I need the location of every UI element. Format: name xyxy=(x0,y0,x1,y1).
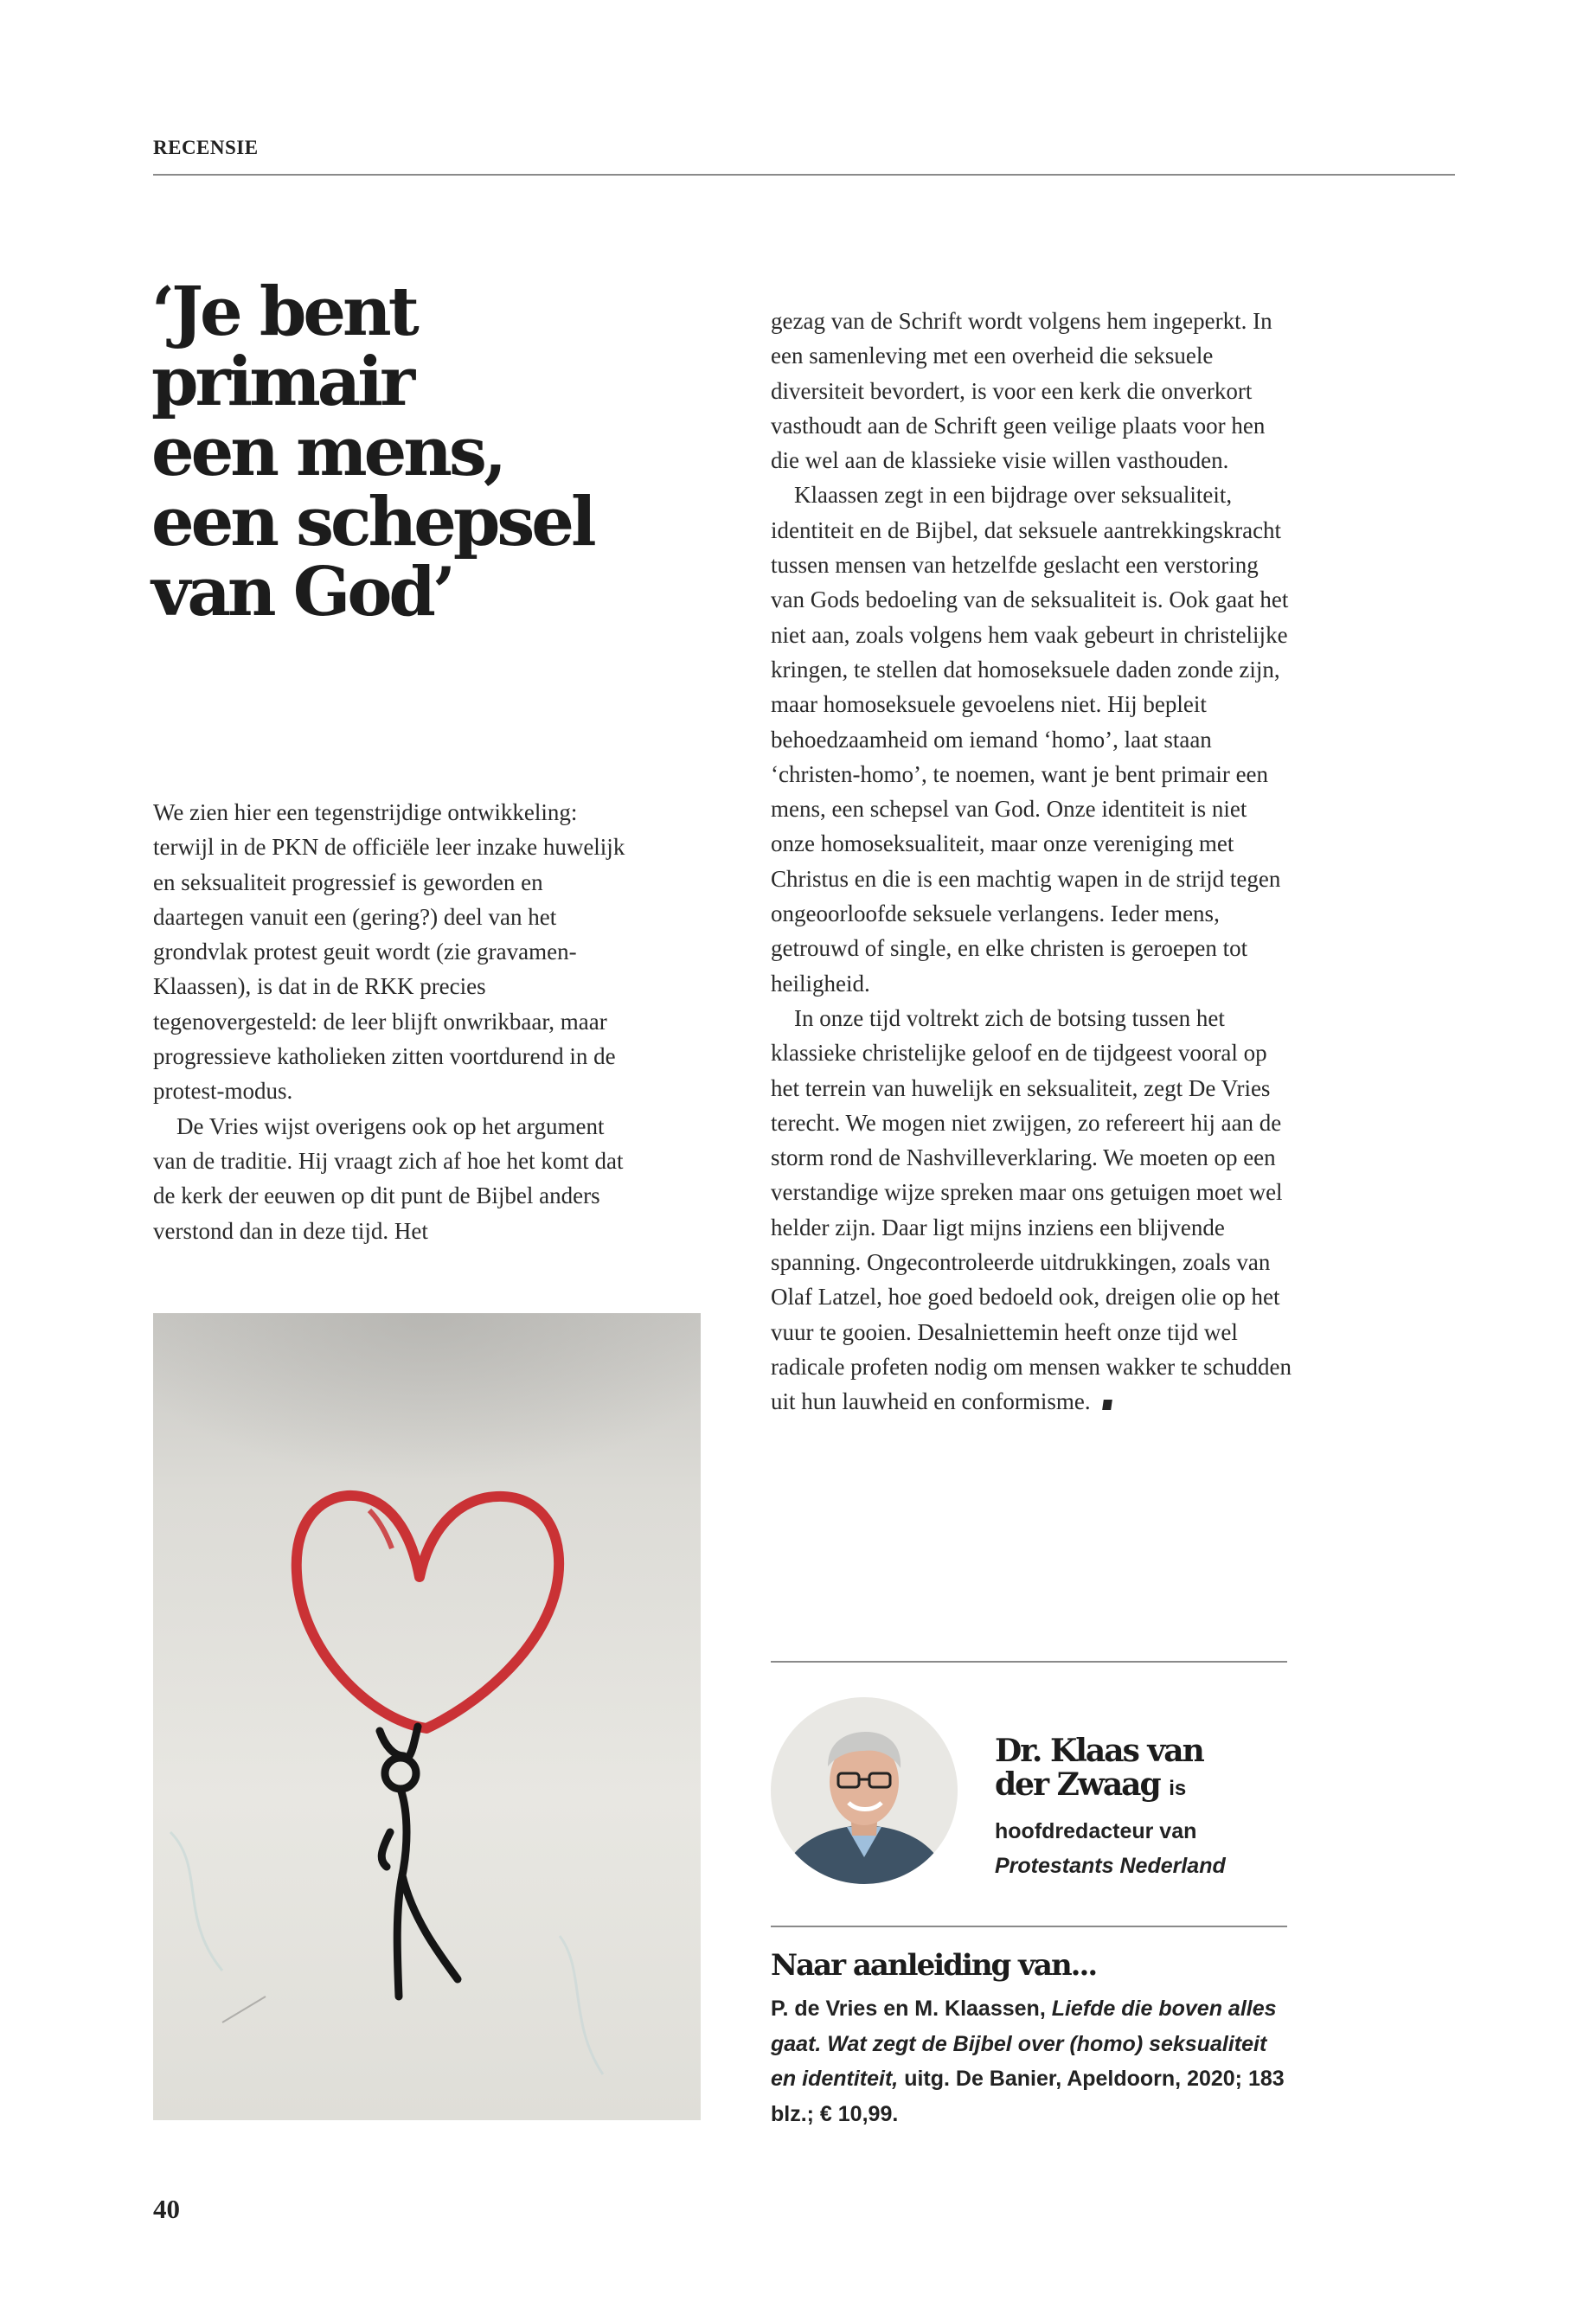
author-name-line-2: der Zwaag xyxy=(995,1766,1160,1803)
header-divider xyxy=(153,174,1455,176)
author-organization: Protestants Nederland xyxy=(995,1854,1226,1878)
headline-line: van God’ xyxy=(151,553,453,631)
body-paragraph: De Vries wijst overigens ook op het argument van de traditie. Hij vraagt zich af hoe het komt dat de kerk der eeuwen op dit punt de Bijbel anders verstond dan in deze tijd. Het xyxy=(153,1112,624,1244)
headline-line: primair xyxy=(151,343,413,421)
author-role xyxy=(995,1814,1306,1883)
author-portrait xyxy=(771,1697,958,1884)
source-divider xyxy=(771,1926,1287,1927)
body-column-right xyxy=(771,304,1294,1420)
source-heading: Naar aanleiding van... xyxy=(771,1948,1097,1983)
article-headline xyxy=(151,272,636,631)
headline-line: ‘Je bent xyxy=(151,272,416,351)
page-number: 40 xyxy=(153,2194,180,2224)
author-divider xyxy=(771,1661,1287,1663)
headline-line: een schepsel xyxy=(151,483,593,561)
body-paragraph-text: In onze tijd voltrekt zich de botsing tussen het klassieke christelijke geloof en de tijdgeest vooral op het terrein van huwelijk en seksualiteit, zegt De Vries terecht. We mogen niet zwijgen, zo refereert hij aan de storm rond de Nashvilleverklaring. We moeten op een verstandige wijze spreken maar ons getuigen moet wel helder zijn. Daar ligt mijns inziens een blijvende spanning. Ongecontroleerde uitdrukkingen, zoals van Olaf Latzel, hoe goed bedoeld ook, dreigen olie op het vuur te gooien. Desalniettemin heeft onze tijd wel radicale profeten nodig om mensen wakker te schudden uit hun lauwheid en conformisme. xyxy=(771,1004,1292,1415)
graffiti-heart-photo xyxy=(153,1313,701,2120)
body-paragraph: We zien hier een tegenstrijdige ontwikkeling: terwijl in de PKN de officiële leer inzake huwelijk en seksualiteit progressief is geworden en daartegen vanuit een (gering?) deel van het grondvlak protest geuit wordt (zie gravamen-Klaassen), is dat in de RKK precies tegenovergesteld: de leer blijft onwrikbaar, maar progressieve katholieken zitten voortdurend in de protest-modus. xyxy=(153,799,625,1105)
section-label: RECENSIE xyxy=(153,137,259,158)
body-column-left xyxy=(153,795,638,1248)
author-name xyxy=(995,1734,1280,1805)
body-paragraph: gezag van de Schrift wordt volgens hem ingeperkt. In een samenleving met een overheid die seksuele diversiteit bevordert, is voor een kerk die onverkort vasthoudt aan de Schrift geen veilige plaats voor hen die wel aan de klassieke visie willen vasthouden. xyxy=(771,308,1272,474)
source-book-title: Liefde die boven alles gaat. Wat zegt de Bijbel over (homo) seksualiteit en identiteit, xyxy=(771,1997,1277,2091)
headline-line: een mens, xyxy=(151,413,504,491)
author-role-text: hoofdredacteur van xyxy=(995,1819,1197,1843)
source-citation xyxy=(771,1991,1290,2131)
body-paragraph: Klaassen zegt in een bijdrage over seksualiteit, identiteit en de Bijbel, dat seksuele aantrekkingskracht tussen mensen van hetzelfde geslacht een verstoring van Gods bedoeling van de seksualiteit is. Ook gaat het niet aan, zoals volgens hem vaak gebeurt in christelijke kringen, te stellen dat homoseksuele daden zonde zijn, maar homoseksuele gevoelens niet. Hij bepleit behoedzaamheid om iemand ‘homo’, laat staan ‘christen-homo’, te noemen, want je bent primair een mens, een schepsel van God. Onze identiteit is niet onze homoseksualiteit, maar onze vereniging met Christus en die is een machtig wapen in de strijd tegen ongeoorloofde seksuele verlangens. Ieder mens, getrouwd of single, en elke christen is geroepen tot heiligheid. xyxy=(771,482,1289,997)
body-paragraph-final xyxy=(771,1001,1294,1420)
source-authors: P. de Vries en M. Klaassen, xyxy=(771,1997,1046,2021)
author-is-word: is xyxy=(1169,1777,1187,1800)
end-of-article-mark xyxy=(1102,1400,1112,1410)
author-name-line-1: Dr. Klaas van xyxy=(995,1733,1203,1769)
source-publisher: uitg. De Banier, Apeldoorn, 2020; 183 blz.; € 10,99. xyxy=(771,2067,1285,2126)
